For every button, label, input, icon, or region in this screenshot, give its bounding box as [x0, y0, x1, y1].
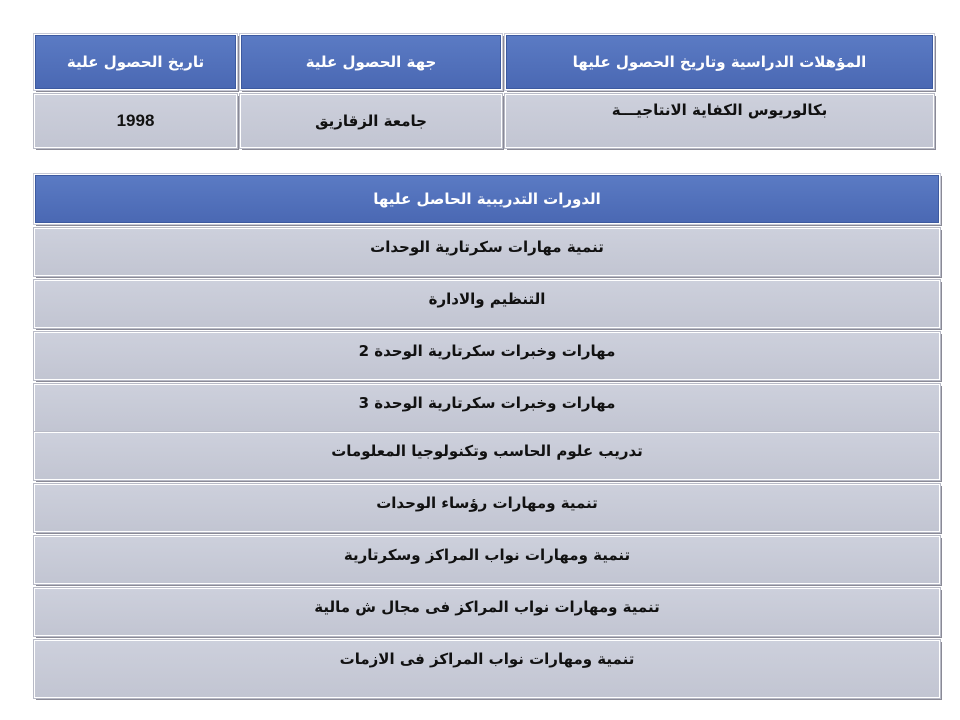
course-item: تنمية ومهارات نواب المراكز وسكرتارية — [34, 536, 940, 584]
course-item: تنمية ومهارات نواب المراكز فى مجال ش مالية — [34, 588, 940, 636]
course-item: مهارات وخبرات سكرتارية الوحدة 3 — [34, 384, 940, 432]
cell-institution: جامعة الزقازيق — [240, 94, 502, 148]
course-item: التنظيم والادارة — [34, 280, 940, 328]
header-institution: جهة الحصول علية — [240, 34, 502, 90]
cell-qualification: بكالوريوس الكفاية الانتاجيـــة — [505, 94, 934, 148]
header-date: تاريخ الحصول علية — [34, 34, 237, 90]
course-item: تدريب علوم الحاسب وتكنولوجيا المعلومات — [34, 432, 940, 480]
course-item: تنمية مهارات سكرتارية الوحدات — [34, 228, 940, 276]
course-item: تنمية ومهارات نواب المراكز فى الازمات — [34, 640, 940, 698]
cell-date: 1998 — [34, 94, 237, 148]
header-qualification: المؤهلات الدراسية وتاريخ الحصول عليها — [505, 34, 934, 90]
course-item: تنمية ومهارات رؤساء الوحدات — [34, 484, 940, 532]
course-item: مهارات وخبرات سكرتارية الوحدة 2 — [34, 332, 940, 380]
courses-header: الدورات التدريبية الحاصل عليها — [34, 174, 940, 224]
